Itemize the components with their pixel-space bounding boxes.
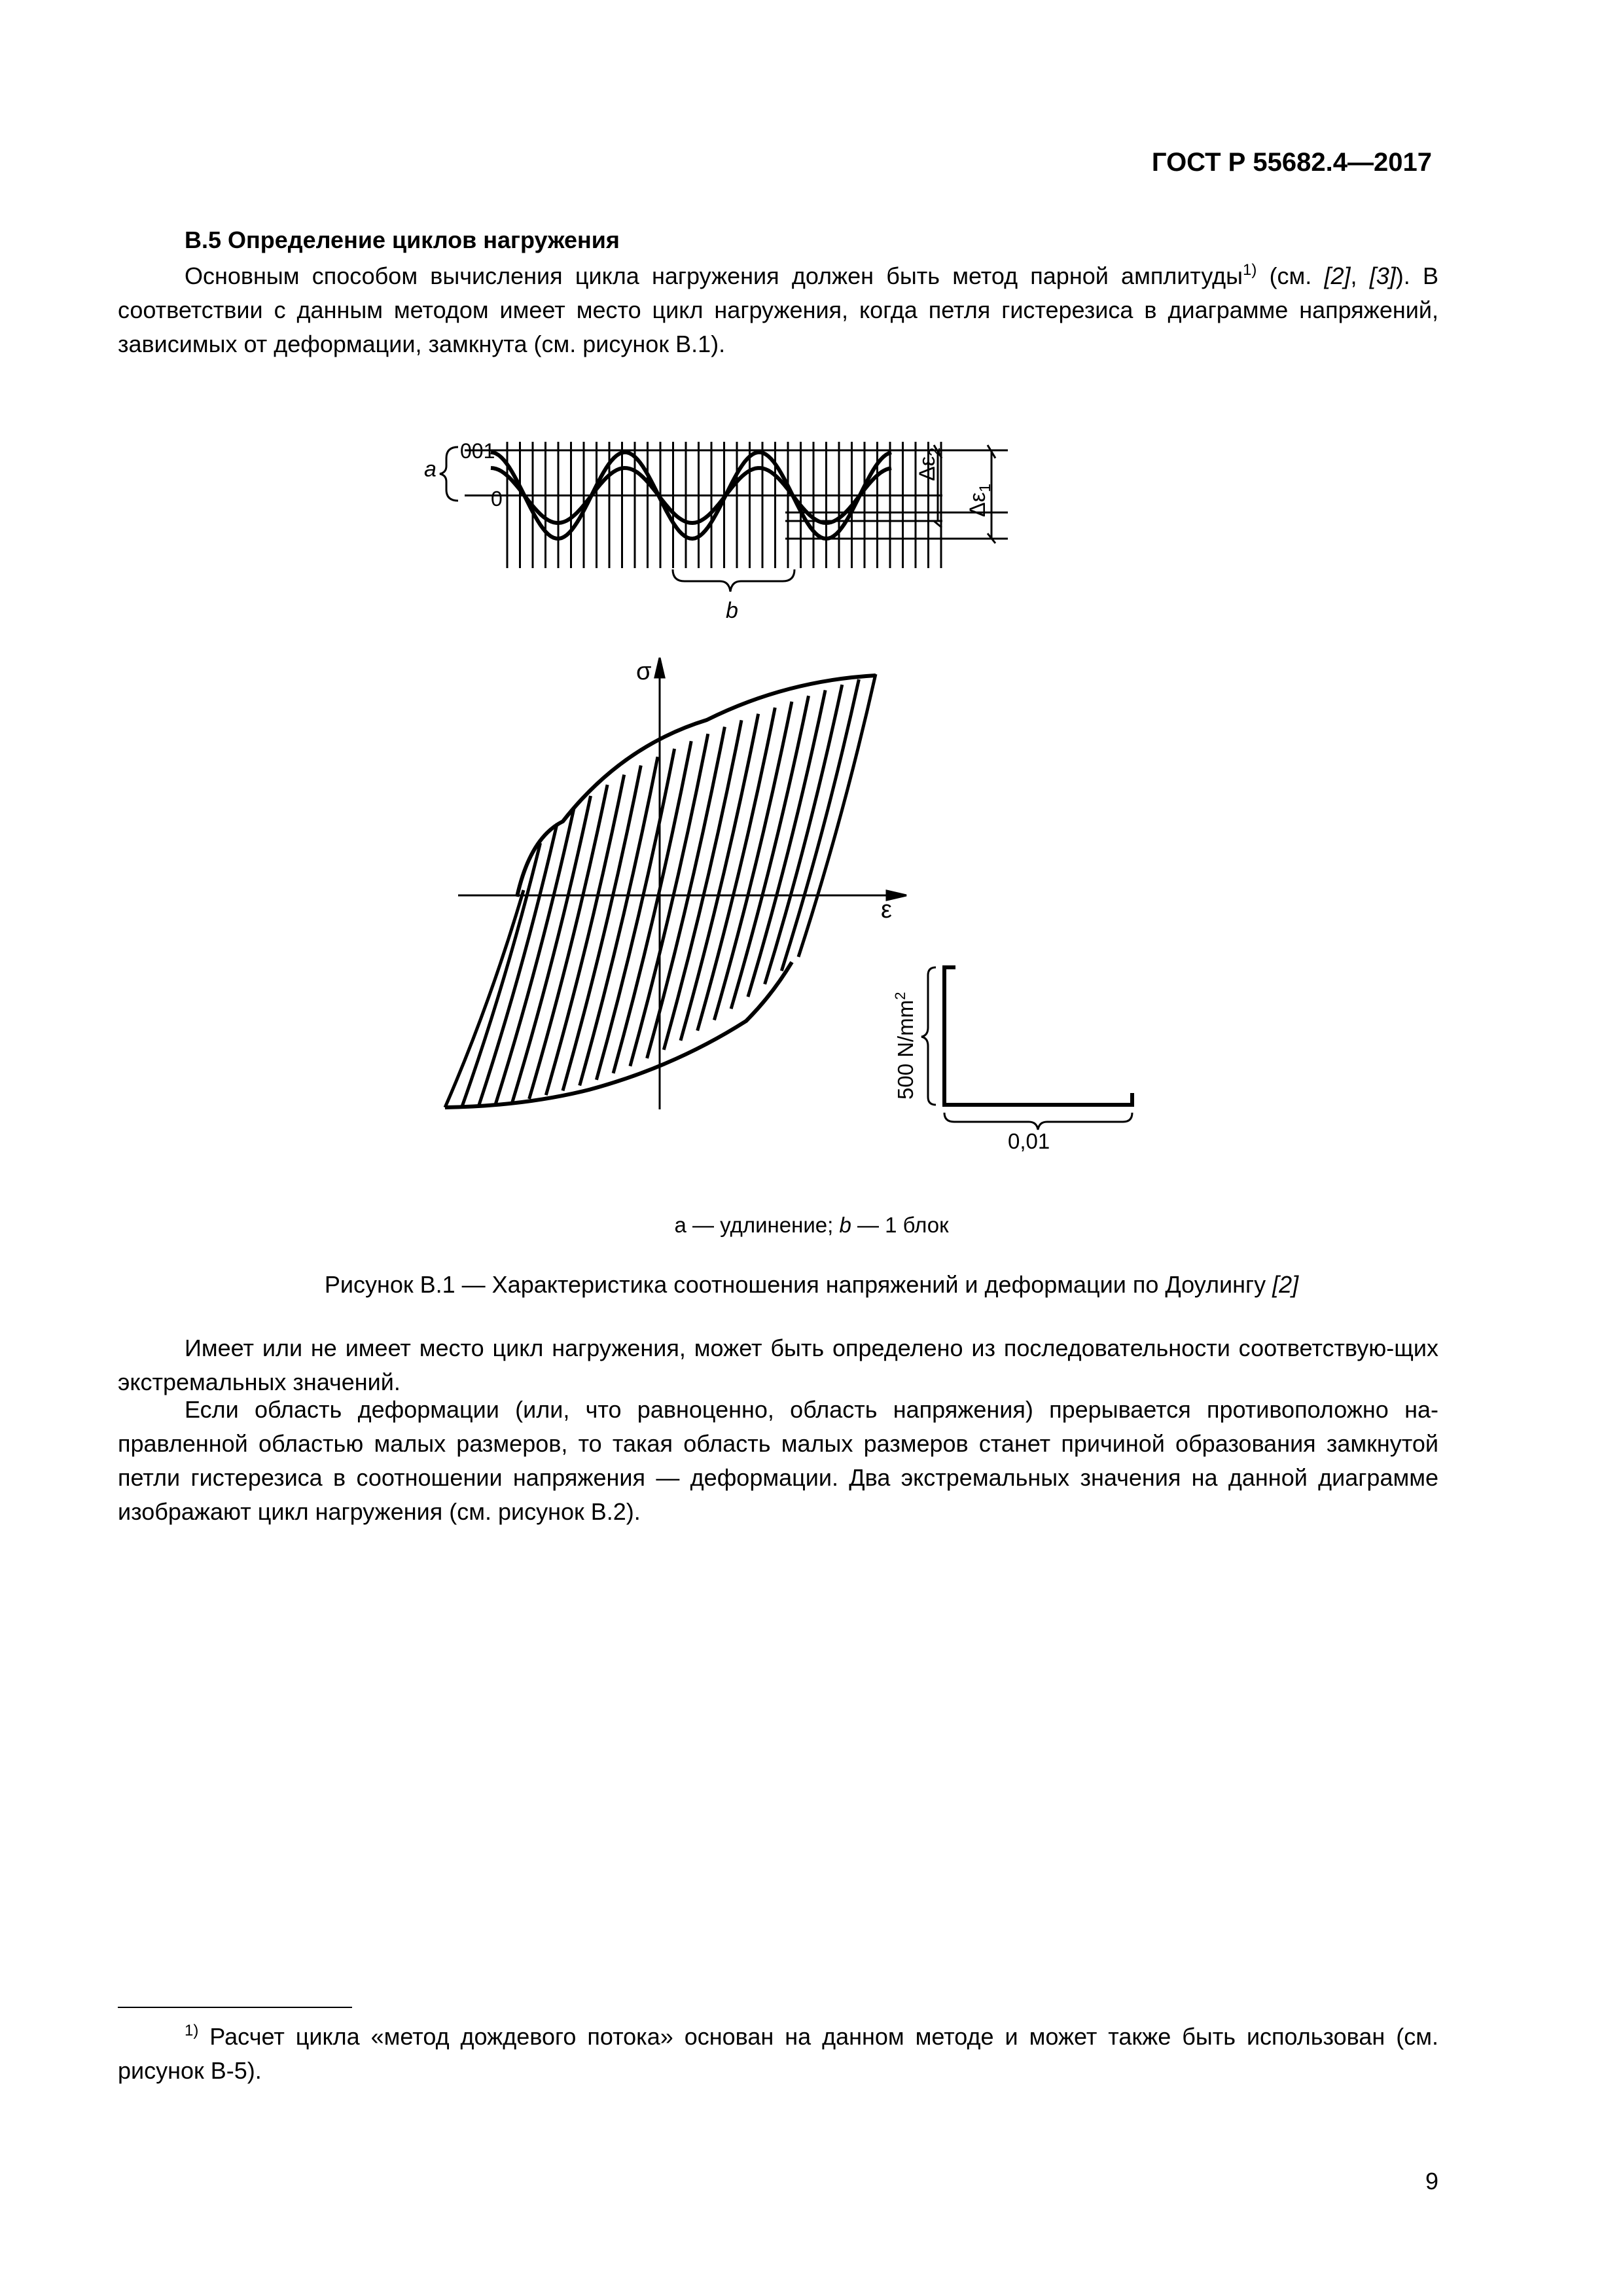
brace-a <box>440 447 458 501</box>
document-standard-number: ГОСТ Р 55682.4—2017 <box>1151 148 1432 177</box>
legend-a-text: — удлинение; <box>686 1213 840 1237</box>
para1-text-a: Основным способом вычисления цикла нагружения должен быть метод парной амплитуды <box>185 262 1243 289</box>
epsilon-axis-label: ε <box>881 896 892 924</box>
hysteresis-branch <box>798 674 876 957</box>
paragraph-2 <box>118 1331 1438 1399</box>
strain-scale-label: 0,01 <box>1008 1129 1050 1153</box>
tick-001: 001 <box>460 439 495 463</box>
stress-scale-label: 500 $N/mm^2$ <box>892 992 918 1100</box>
page-number: 9 <box>1425 2168 1438 2195</box>
caption-text: Рисунок B.1 — Характеристика соотношения напряжений и деформации по Доулингу <box>324 1271 1273 1298</box>
figure-caption <box>0 1271 1623 1299</box>
para3-text: Если область деформации (или, что равноценно, область напряжения) прерывается противоположно на-правленной областью малых размеров, то такая область малых размеров станет причиной образования замкнутой петли гистерезиса в соотношении напряжения — деформации. Два экстремальных значения на данной диаграмме изображают цикл нагружения (см. рисунок B.2). <box>118 1396 1438 1525</box>
strain-scale-brace <box>944 1113 1132 1130</box>
section-heading: B.5 Определение циклов нагружения <box>185 226 620 253</box>
caption-reference: [2] <box>1272 1271 1299 1298</box>
scale-bar <box>944 967 1132 1105</box>
hysteresis-branch <box>478 823 557 1106</box>
footnote-text: Расчет цикла «метод дождевого потока» основан на данном методе и может также быть использован (см. рисунок B-5). <box>118 2023 1438 2084</box>
paragraph-3 <box>118 1393 1438 1529</box>
para1-sep: , <box>1350 262 1370 289</box>
para2-text: Имеет или не имеет место цикл нагружения, может быть определено из последовательности соответствую-щих экстремальных значений. <box>118 1335 1438 1395</box>
footnote <box>118 2020 1438 2088</box>
hysteresis-branch <box>495 808 574 1104</box>
legend-b-key: b <box>839 1213 851 1237</box>
footnote-separator <box>118 2007 352 2008</box>
tick-0: 0 <box>491 487 503 511</box>
delta-epsilon-1-label: $\Delta\varepsilon_1$ <box>965 483 994 517</box>
axes <box>458 658 906 1109</box>
legend-a-key: a <box>674 1213 687 1237</box>
footnote-mark: 1) <box>185 2022 199 2039</box>
stress-scale-brace <box>921 967 936 1105</box>
reference-3: [3] <box>1369 262 1396 289</box>
para1-text-c: ). В соответствии с данным методом имеет место цикл нагружения, когда петля гистерезиса в диаграмме напряжений, зависимых от деформации, замкнута (см. рисунок B.1). <box>118 262 1439 357</box>
block-grid-lines <box>507 442 941 568</box>
sigma-axis-label: σ <box>636 658 652 685</box>
reference-2: [2] <box>1324 262 1351 289</box>
delta-epsilon-2-label: $\Delta\varepsilon_2$ <box>915 447 944 481</box>
label-b: b <box>726 598 738 623</box>
figure-legend <box>0 1213 1623 1238</box>
brace-b <box>673 569 794 592</box>
label-a: a <box>424 457 437 482</box>
hysteresis-branch <box>462 843 541 1107</box>
para1-text-b: (см. <box>1257 262 1325 289</box>
footnote-ref: 1) <box>1243 261 1257 279</box>
legend-b-text: — 1 блок <box>851 1213 949 1237</box>
